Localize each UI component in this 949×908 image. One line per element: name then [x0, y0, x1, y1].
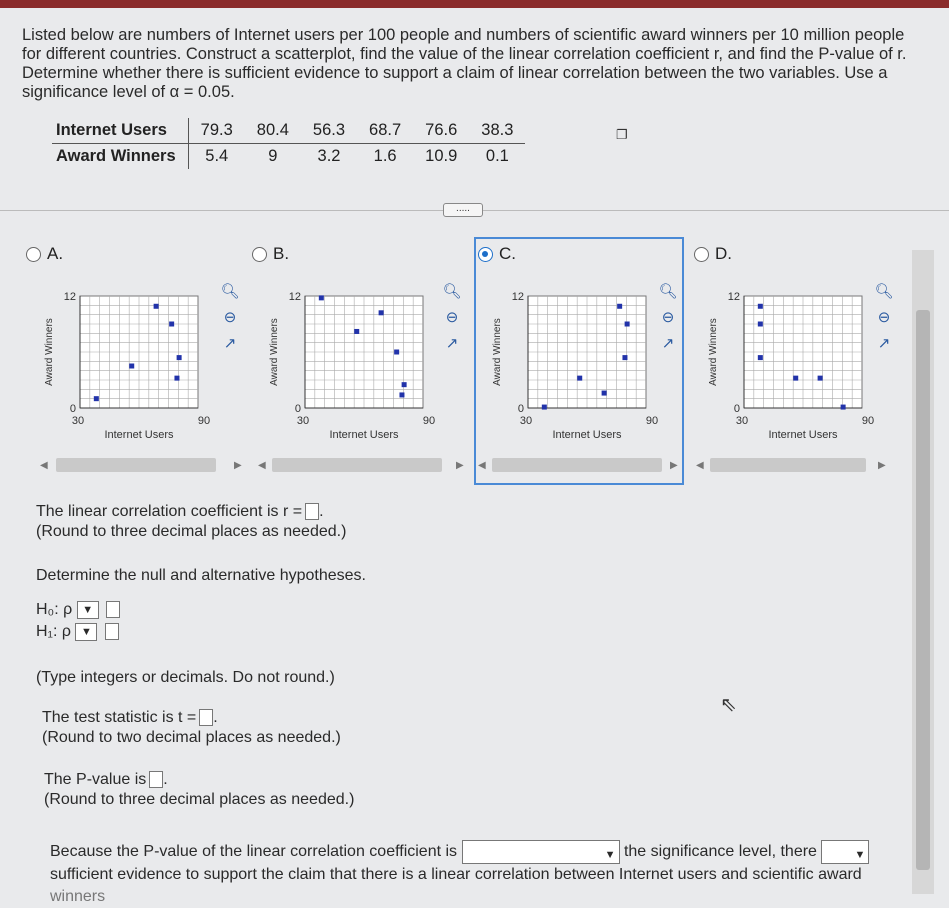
t-text: The test statistic is t = [42, 709, 197, 726]
zoom-in-icon[interactable]: 🔍︎ [658, 283, 678, 300]
scatterplot-d [694, 270, 884, 450]
r-input[interactable] [305, 503, 319, 520]
table-cell: 76.6 [413, 118, 469, 144]
x-axis-label: Internet Users [552, 429, 622, 441]
data-point [319, 295, 324, 300]
table-cell: 3.2 [317, 147, 341, 165]
table-cell: 5.4 [205, 147, 229, 165]
tools-c [658, 282, 678, 354]
expand-icon[interactable]: ↗ [223, 335, 237, 352]
x-tick-label: 90 [422, 415, 436, 427]
r-hint: (Round to three decimal places as needed.) [36, 523, 347, 540]
y-tick-label: 0 [733, 403, 740, 415]
data-point [758, 322, 763, 327]
h0-value-input[interactable] [106, 601, 120, 618]
scroll-left-icon[interactable]: ◀ [478, 460, 486, 471]
data-point [818, 376, 823, 381]
data-point [177, 355, 182, 360]
zoom-in-icon[interactable]: 🔍︎ [874, 283, 894, 300]
table-cell: 0.1 [485, 147, 509, 165]
h0-row [36, 600, 120, 620]
x-tick-label: 30 [71, 415, 85, 427]
scrollbar-d[interactable] [710, 458, 866, 472]
h0-label: H₀: ρ [36, 601, 73, 618]
table-cell: 68.7 [357, 118, 413, 144]
conclusion-text-2: the significance level, there [623, 843, 817, 861]
option-b[interactable] [252, 244, 289, 264]
scroll-right-icon[interactable]: ▶ [456, 460, 464, 471]
scroll-left-icon[interactable]: ◀ [40, 460, 48, 471]
conclusion-text-4: winners [50, 888, 106, 905]
data-point [129, 364, 134, 369]
data-point [174, 376, 179, 381]
x-axis-label: Internet Users [329, 429, 399, 441]
page-scrollbar[interactable] [912, 250, 934, 894]
copy-data-icon[interactable]: ❐ [616, 127, 628, 142]
x-tick-label: 90 [645, 415, 659, 427]
data-point [617, 304, 622, 309]
scroll-left-icon[interactable]: ◀ [696, 460, 704, 471]
option-a[interactable] [26, 244, 63, 264]
conclusion-text-3: sufficient evidence to support the claim that there is a linear correlation between Internet users and scientific award [50, 866, 862, 883]
p-text: The P-value is [44, 771, 147, 788]
evidence-dropdown[interactable]: ▼ [821, 840, 869, 864]
comparison-dropdown[interactable]: ▼ [462, 840, 620, 864]
data-point [577, 376, 582, 381]
scroll-right-icon[interactable]: ▶ [670, 460, 678, 471]
y-axis-label: Award Winners [708, 318, 719, 386]
data-point [399, 392, 404, 397]
scroll-right-icon[interactable]: ▶ [234, 460, 242, 471]
zoom-out-icon[interactable]: ⊖ [877, 309, 891, 326]
y-axis-label: Award Winners [269, 318, 280, 386]
data-point [625, 322, 630, 327]
data-point [602, 391, 607, 396]
expand-icon[interactable]: ↗ [877, 335, 891, 352]
scrollbar-b[interactable] [272, 458, 442, 472]
data-point [542, 405, 547, 410]
x-tick-label: 90 [861, 415, 875, 427]
t-question: The test statistic is t = . (Round to two decimal places as needed.) [42, 709, 341, 746]
data-point [758, 355, 763, 360]
mouse-cursor-icon: ⇖ [720, 694, 737, 716]
scatterplot-b [255, 270, 445, 450]
scatterplot-a [30, 270, 220, 450]
radio-d[interactable] [694, 247, 709, 262]
zoom-out-icon[interactable]: ⊖ [223, 309, 237, 326]
table-cell: 10.9 [425, 147, 458, 165]
table-cell: 56.3 [301, 118, 357, 144]
x-axis-label: Internet Users [768, 429, 838, 441]
row-label: Internet Users [52, 118, 188, 144]
y-tick-label: 12 [63, 291, 76, 303]
x-tick-label: 30 [735, 415, 749, 427]
table-cell: 80.4 [245, 118, 301, 144]
expand-icon[interactable]: ↗ [445, 335, 459, 352]
data-point [793, 376, 798, 381]
data-point [94, 396, 99, 401]
zoom-out-icon[interactable]: ⊖ [661, 309, 675, 326]
data-point [402, 382, 407, 387]
t-input[interactable] [199, 709, 213, 726]
hypotheses-prompt: Determine the null and alternative hypotheses. [36, 567, 366, 584]
r-text: The linear correlation coefficient is r = [36, 503, 303, 520]
zoom-in-icon[interactable]: 🔍︎ [220, 283, 240, 300]
x-tick-label: 30 [519, 415, 533, 427]
data-table [52, 118, 525, 169]
option-a-label: A. [47, 244, 64, 263]
table-cell: 9 [268, 147, 278, 165]
tools-a [220, 282, 240, 354]
more-button[interactable]: ..... [443, 203, 483, 217]
data-point [169, 322, 174, 327]
data-point [841, 405, 846, 410]
y-axis-label: Award Winners [44, 318, 55, 386]
h1-operator-dropdown[interactable]: ▼ [75, 623, 97, 641]
r-question: The linear correlation coefficient is r = . (Round to three decimal places as needed.) [36, 503, 347, 540]
h1-label: H₁: ρ [36, 623, 71, 640]
y-tick-label: 12 [288, 291, 301, 303]
p-input[interactable] [149, 771, 163, 788]
data-point [154, 304, 159, 309]
p-hint: (Round to three decimal places as needed.) [44, 791, 355, 808]
radio-a[interactable] [26, 247, 41, 262]
data-point [758, 304, 763, 309]
t-hint: (Round to two decimal places as needed.) [42, 729, 341, 746]
conclusion [50, 840, 880, 908]
option-d-label: D. [715, 244, 732, 263]
option-d[interactable] [694, 244, 732, 264]
zoom-in-icon[interactable]: 🔍︎ [442, 283, 462, 300]
y-tick-label: 0 [517, 403, 524, 415]
data-point [379, 310, 384, 315]
option-b-label: B. [273, 244, 290, 263]
hyp-hint: (Type integers or decimals. Do not round.) [36, 669, 335, 686]
expand-icon[interactable]: ↗ [661, 335, 675, 352]
tools-d [874, 282, 894, 354]
scrollbar-c[interactable] [492, 458, 662, 472]
h0-operator-dropdown[interactable]: ▼ [77, 601, 99, 619]
data-point [394, 350, 399, 355]
table-row [52, 118, 525, 144]
p-question: The P-value is . (Round to three decimal places as needed.) [44, 771, 355, 808]
y-tick-label: 12 [727, 291, 740, 303]
data-point [354, 329, 359, 334]
x-tick-label: 90 [197, 415, 211, 427]
h1-row [36, 622, 119, 642]
scrollbar-a[interactable] [56, 458, 216, 472]
y-tick-label: 0 [69, 403, 76, 415]
x-axis-label: Internet Users [104, 429, 174, 441]
x-tick-label: 30 [296, 415, 310, 427]
radio-b[interactable] [252, 247, 267, 262]
scroll-left-icon[interactable]: ◀ [258, 460, 266, 471]
zoom-out-icon[interactable]: ⊖ [445, 309, 459, 326]
top-color-bar [0, 0, 949, 8]
y-tick-label: 12 [511, 291, 524, 303]
tools-b [442, 282, 462, 354]
y-tick-label: 0 [294, 403, 301, 415]
table-cell: 79.3 [188, 118, 245, 144]
row-label: Award Winners [52, 144, 188, 170]
scatterplot-c [478, 270, 668, 450]
page-scrollbar-thumb[interactable] [916, 310, 930, 870]
data-point [622, 355, 627, 360]
conclusion-text-1: Because the P-value of the linear correlation coefficient is [50, 843, 458, 861]
scroll-right-icon[interactable]: ▶ [878, 460, 886, 471]
table-cell: 38.3 [469, 118, 525, 144]
table-row [52, 144, 525, 170]
question-prompt: Listed below are numbers of Internet users per 100 people and numbers of scientific award winners per 10 million people for different countries. Construct a scatterplot, find the value of the linear correlation coefficient r, and find the P-value of r. Determine whether there is sufficient evidence to support a claim of linear correlation between the two variables. Use a significance level of α = 0.05. [22, 26, 907, 101]
table-cell: 1.6 [373, 147, 397, 165]
option-c-label: C. [499, 244, 516, 263]
h1-value-input[interactable] [105, 623, 119, 640]
y-axis-label: Award Winners [492, 318, 503, 386]
